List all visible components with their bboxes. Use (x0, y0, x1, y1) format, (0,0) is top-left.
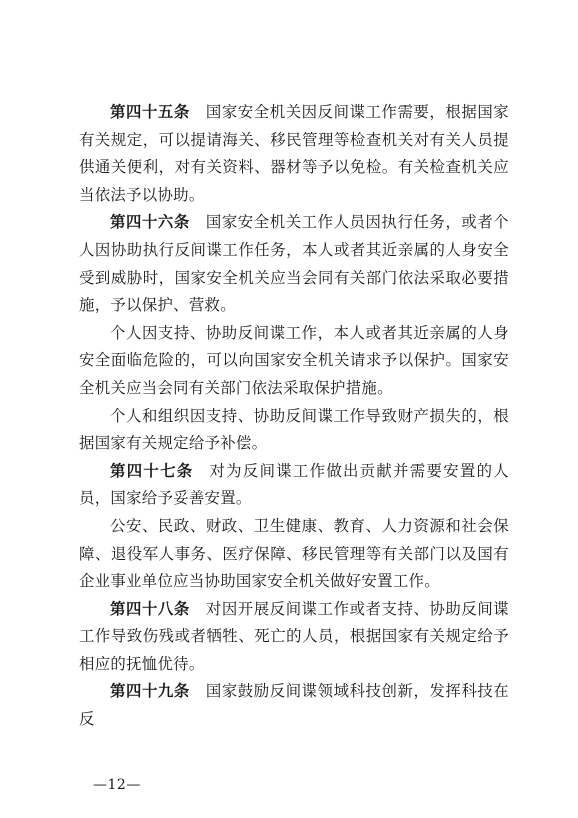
paragraph-article-48 (79, 596, 509, 679)
paragraph-text: 个人因支持、协助反间谍工作，本人或者其近亲属的人身安全面临危险的，可以向国家安全机关请求予以保护。国家安全机关应当会同有关部门依法采取保护措施。 (79, 323, 509, 397)
paragraph-text: 国家安全机关工作人员因执行任务，或者个人因协助执行反间谍工作任务，本人或者其近亲属的人身安全受到威胁时，国家安全机关应当会同有关部门依法采取必要措施，予以保护、营救。 (79, 213, 509, 315)
paragraph-text: 国家鼓励反间谍领域科技创新，发挥科技在反 (79, 682, 509, 729)
article-number: 第四十七条 (110, 461, 194, 480)
article-number: 第四十六条 (110, 213, 190, 232)
paragraph-text: 公安、民政、财政、卫生健康、教育、人力资源和社会保障、退役军人事务、医疗保障、移民管理等有关部门以及国有企业事业单位应当协助国家安全机关做好安置工作。 (79, 516, 509, 591)
paragraph-article-46-clause-2 (79, 320, 509, 403)
paragraph-article-46 (79, 209, 509, 319)
paragraph-article-45 (79, 99, 509, 209)
document-body (79, 99, 509, 734)
paragraph-article-46-clause-3 (79, 403, 509, 458)
paragraph-text: 对为反间谍工作做出贡献并需要安置的人员，国家给予妥善安置。 (79, 461, 509, 508)
paragraph-text: 对因开展反间谍工作或者支持、协助反间谍工作导致伤残或者牺牲、死亡的人员，根据国家有关规定给予相应的抚恤优待。 (79, 599, 509, 673)
paragraph-text: 国家安全机关因反间谍工作需要，根据国家有关规定，可以提请海关、移民管理等检查机关对有关人员提供通关便利，对有关资料、器材等予以免检。有关检查机关应当依法予以协助。 (79, 103, 509, 204)
paragraph-article-47-clause-2 (79, 513, 509, 596)
paragraph-article-49 (79, 678, 509, 733)
article-number: 第四十九条 (110, 682, 190, 701)
page-number: —12— (93, 777, 141, 793)
article-number: 第四十八条 (110, 599, 190, 618)
paragraph-text: 个人和组织因支持、协助反间谍工作导致财产损失的，根据国家有关规定给予补偿。 (79, 406, 509, 453)
article-number: 第四十五条 (110, 103, 190, 121)
paragraph-article-47 (79, 458, 509, 513)
